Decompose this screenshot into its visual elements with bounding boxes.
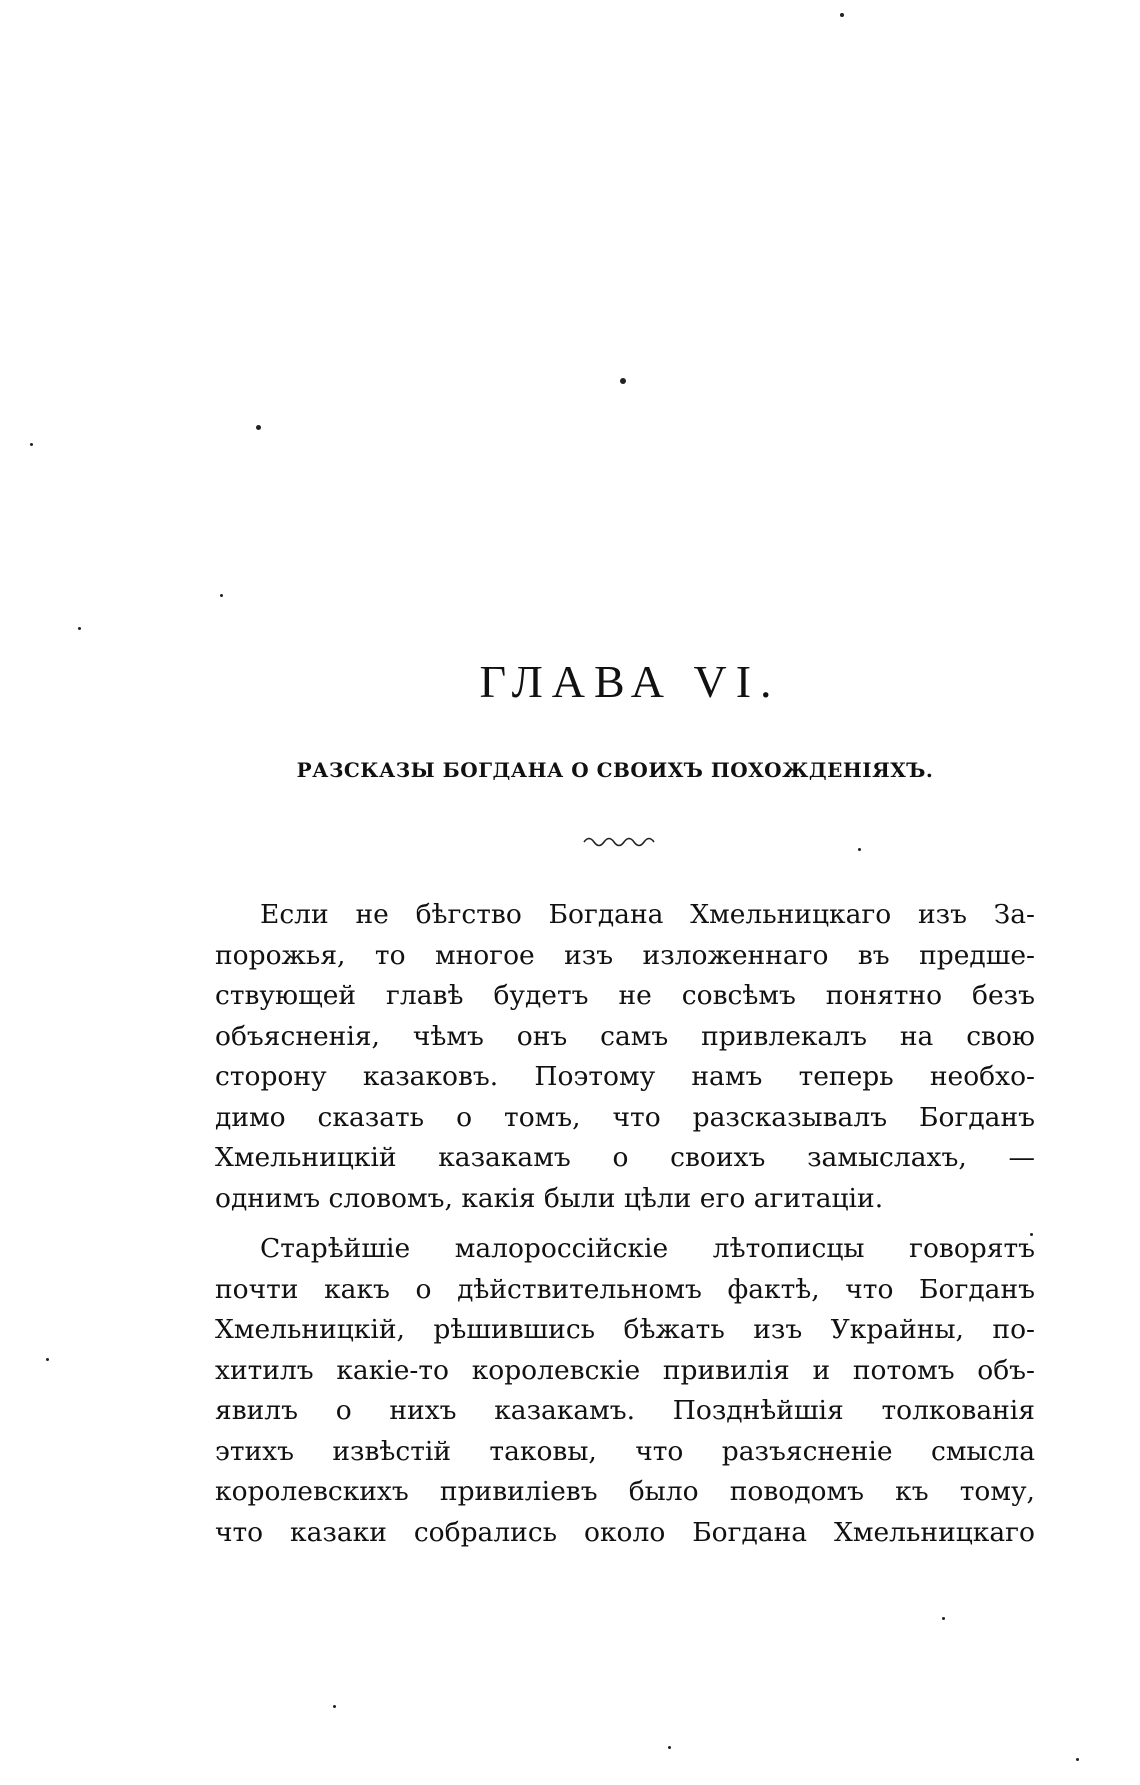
text-line: что казаки собрались около Богдана Хмельницкаго (215, 1516, 1035, 1548)
scan-speck (620, 378, 626, 384)
text-line: ствующей главѣ будетъ не совсѣмъ понятно безъ (215, 980, 1035, 1011)
scan-speck (1076, 1758, 1079, 1761)
scan-speck (30, 443, 33, 446)
text-line: порожья, то многое изъ изложеннаго въ предше- (215, 939, 1035, 971)
text-line: димо сказать о томъ, что разсказывалъ Богданъ (215, 1101, 1035, 1133)
paragraph (215, 1229, 1035, 1553)
text-line: сторону казаковъ. Поэтому намъ теперь необхо- (215, 1061, 1035, 1092)
text-line: почти какъ о дѣйствительномъ фактѣ, что Богданъ (215, 1273, 1035, 1305)
text-line: королевскихъ привилiевъ было поводомъ къ тому, (215, 1476, 1035, 1507)
scan-speck (840, 13, 844, 17)
scan-speck (858, 848, 861, 851)
scan-speck (333, 1705, 336, 1708)
chapter-subtitle: РАЗСКАЗЫ БОГДАНА О СВОИХЪ ПОХОЖДЕНІЯХЪ. (296, 758, 934, 782)
scan-speck (78, 627, 81, 630)
text-line: явилъ о нихъ казакамъ. Позднѣйшія толкованія (215, 1395, 1035, 1426)
wavy-ornament (580, 830, 660, 850)
text-line: однимъ словомъ, какія были цѣли его агитаціи. (215, 1182, 884, 1214)
chapter-body (215, 895, 1035, 1563)
text-line: Если не бѣгство Богдана Хмельницкаго изъ За- (260, 899, 1035, 930)
scan-speck (942, 1617, 945, 1620)
text-line: хитилъ какіе-то королевскіе привилія и потомъ объ- (215, 1354, 1035, 1386)
paragraph (215, 895, 1035, 1219)
text-line: объясненія, чѣмъ онъ самъ привлекалъ на свою (215, 1020, 1035, 1052)
chapter-title: ГЛАВА VI. (479, 656, 781, 707)
text-line: этихъ извѣстій таковы, что разъясненіе смысла (215, 1435, 1035, 1467)
scan-speck (256, 425, 261, 430)
scan-speck (668, 1746, 671, 1749)
text-line: Хмельницкій казакамъ о своихъ замыслахъ, — (215, 1142, 1035, 1173)
scan-speck (220, 594, 223, 597)
text-line: Хмельницкій, рѣшившись бѣжать изъ Украйны, по- (215, 1314, 1035, 1345)
text-line: Старѣйшіе малороссійскіе лѣтописцы говорятъ (260, 1233, 1035, 1264)
scan-speck (46, 1358, 49, 1361)
